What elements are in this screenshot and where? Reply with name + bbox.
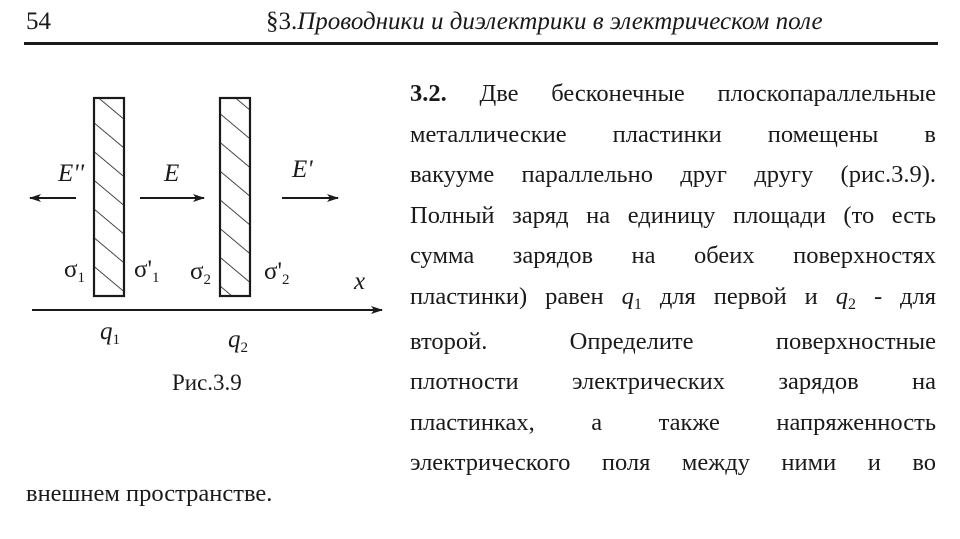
label-e-prime: E'	[292, 156, 313, 183]
section-symbol: §3.	[266, 8, 298, 35]
problem-line-1: 3.2. Две бесконечные плоскопараллельные	[410, 80, 936, 107]
label-sigma-1: $\sigma_1$	[64, 256, 85, 286]
figure-caption: Рис.3.9	[172, 370, 242, 395]
problem-line-9: пластинках, а также напряженность	[410, 408, 936, 436]
plates-diagram	[20, 90, 390, 400]
label-sigma-2-prime: $\sigma'_2$	[264, 258, 290, 288]
problem-number: 3.2.	[410, 80, 447, 107]
label-sigma-2: $\sigma_2$	[190, 258, 211, 288]
header-rule	[24, 42, 938, 45]
plate-1	[94, 98, 124, 296]
problem-line-10: электрического поля между ними и во	[410, 449, 936, 477]
problem-last-line: внешнем пространстве.	[26, 480, 273, 507]
label-x-axis: x	[354, 268, 366, 295]
label-q2: $q_2$	[228, 326, 248, 356]
problem-line-6: пластинки) равен $q_1$ для первой и $q_2$ - для	[410, 282, 937, 313]
figure-3-9	[20, 90, 390, 400]
label-e: E	[164, 160, 180, 187]
label-sigma-1-prime: $\sigma'_1$	[134, 256, 160, 286]
problem-line-4: Полный заряд на единицу площади (то есть	[410, 201, 936, 229]
problem-line-5: сумма зарядов на обеих поверхностях	[410, 242, 936, 270]
section-title	[266, 8, 823, 36]
problem-line-3: вакууме параллельно друг другу (рис.3.9).	[410, 161, 936, 189]
problem-line-2: металлические пластинки помещены в	[410, 120, 936, 148]
problem-text	[410, 74, 936, 484]
section-title-text: Проводники и диэлектрики в электрическом поле	[297, 8, 823, 35]
problem-line-8: плотности электрических зарядов на	[410, 368, 936, 396]
label-q1: $q_1$	[100, 318, 120, 348]
label-e-double-prime: E''	[58, 160, 84, 187]
page-number: 54	[26, 8, 51, 35]
problem-line-7: второй. Определите поверхностные	[410, 327, 936, 355]
plate-2	[220, 98, 250, 296]
